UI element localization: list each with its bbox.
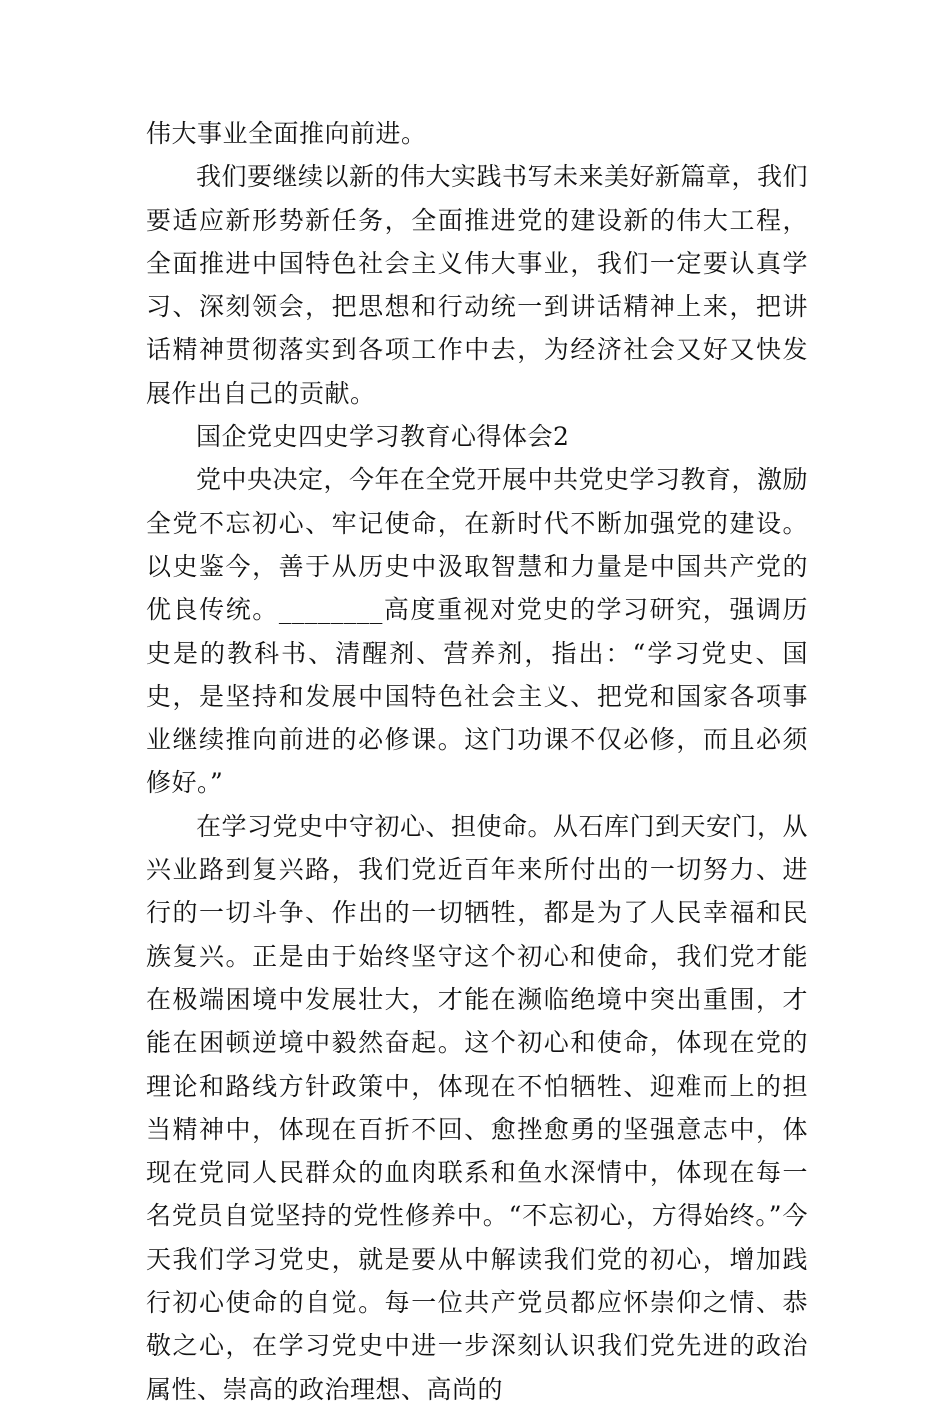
document-page [146,112,808,1411]
paragraph-intro: 党中央决定，今年在全党开展中共党史学习教育，激励全党不忘初心、牢记使命，在新时代不断加强党的建设。以史鉴今，善于从历史中汲取智慧和力量是中国共产党的优良传统。________高度重视对党史的学习研究，强调历史是的教科书、清醒剂、营养剂，指出：“学习党史、国史，是坚持和发展中国特色社会主义、把党和国家各项事业继续推向前进的必修课。这门功课不仅必修，而且必须修好。” [146,465,809,798]
paragraph-closing: 我们要继续以新的伟大实践书写未来美好新篇章，我们要适应新形势新任务，全面推进党的建设新的伟大工程，全面推进中国特色社会主义伟大事业，我们一定要认真学习、深刻领会，把思想和行动统一到讲话精神上来，把讲话精神贯彻落实到各项工作中去，为经济社会又好又快发展作出自己的贡献。 [146,162,809,408]
paragraph-body: 在学习党史中守初心、担使命。从石库门到天安门，从兴业路到复兴路，我们党近百年来所付出的一切努力、进行的一切斗争、作出的一切牺牲，都是为了人民幸福和民族复兴。正是由于始终坚守这个初心和使命，我们党才能在极端困境中发展壮大，才能在濒临绝境中突出重围，才能在困顿逆境中毅然奋起。这个初心和使命，体现在党的理论和路线方针政策中，体现在不怕牺牲、迎难而上的担当精神中，体现在百折不回、愈挫愈勇的坚强意志中，体现在党同人民群众的血肉联系和鱼水深情中，体现在每一名党员自觉坚持的党性修养中。“不忘初心，方得始终。”今天我们学习党史，就是要从中解读我们党的初心，增加践行初心使命的自觉。每一位共产党员都应怀崇仰之情、恭敬之心，在学习党史中进一步深刻认识我们党先进的政治属性、崇高的政治理想、高尚的 [146,811,809,1404]
section-title: 国企党史四史学习教育心得体会2 [196,422,570,452]
paragraph-continuation: 伟大事业全面推向前进。 [146,119,427,148]
